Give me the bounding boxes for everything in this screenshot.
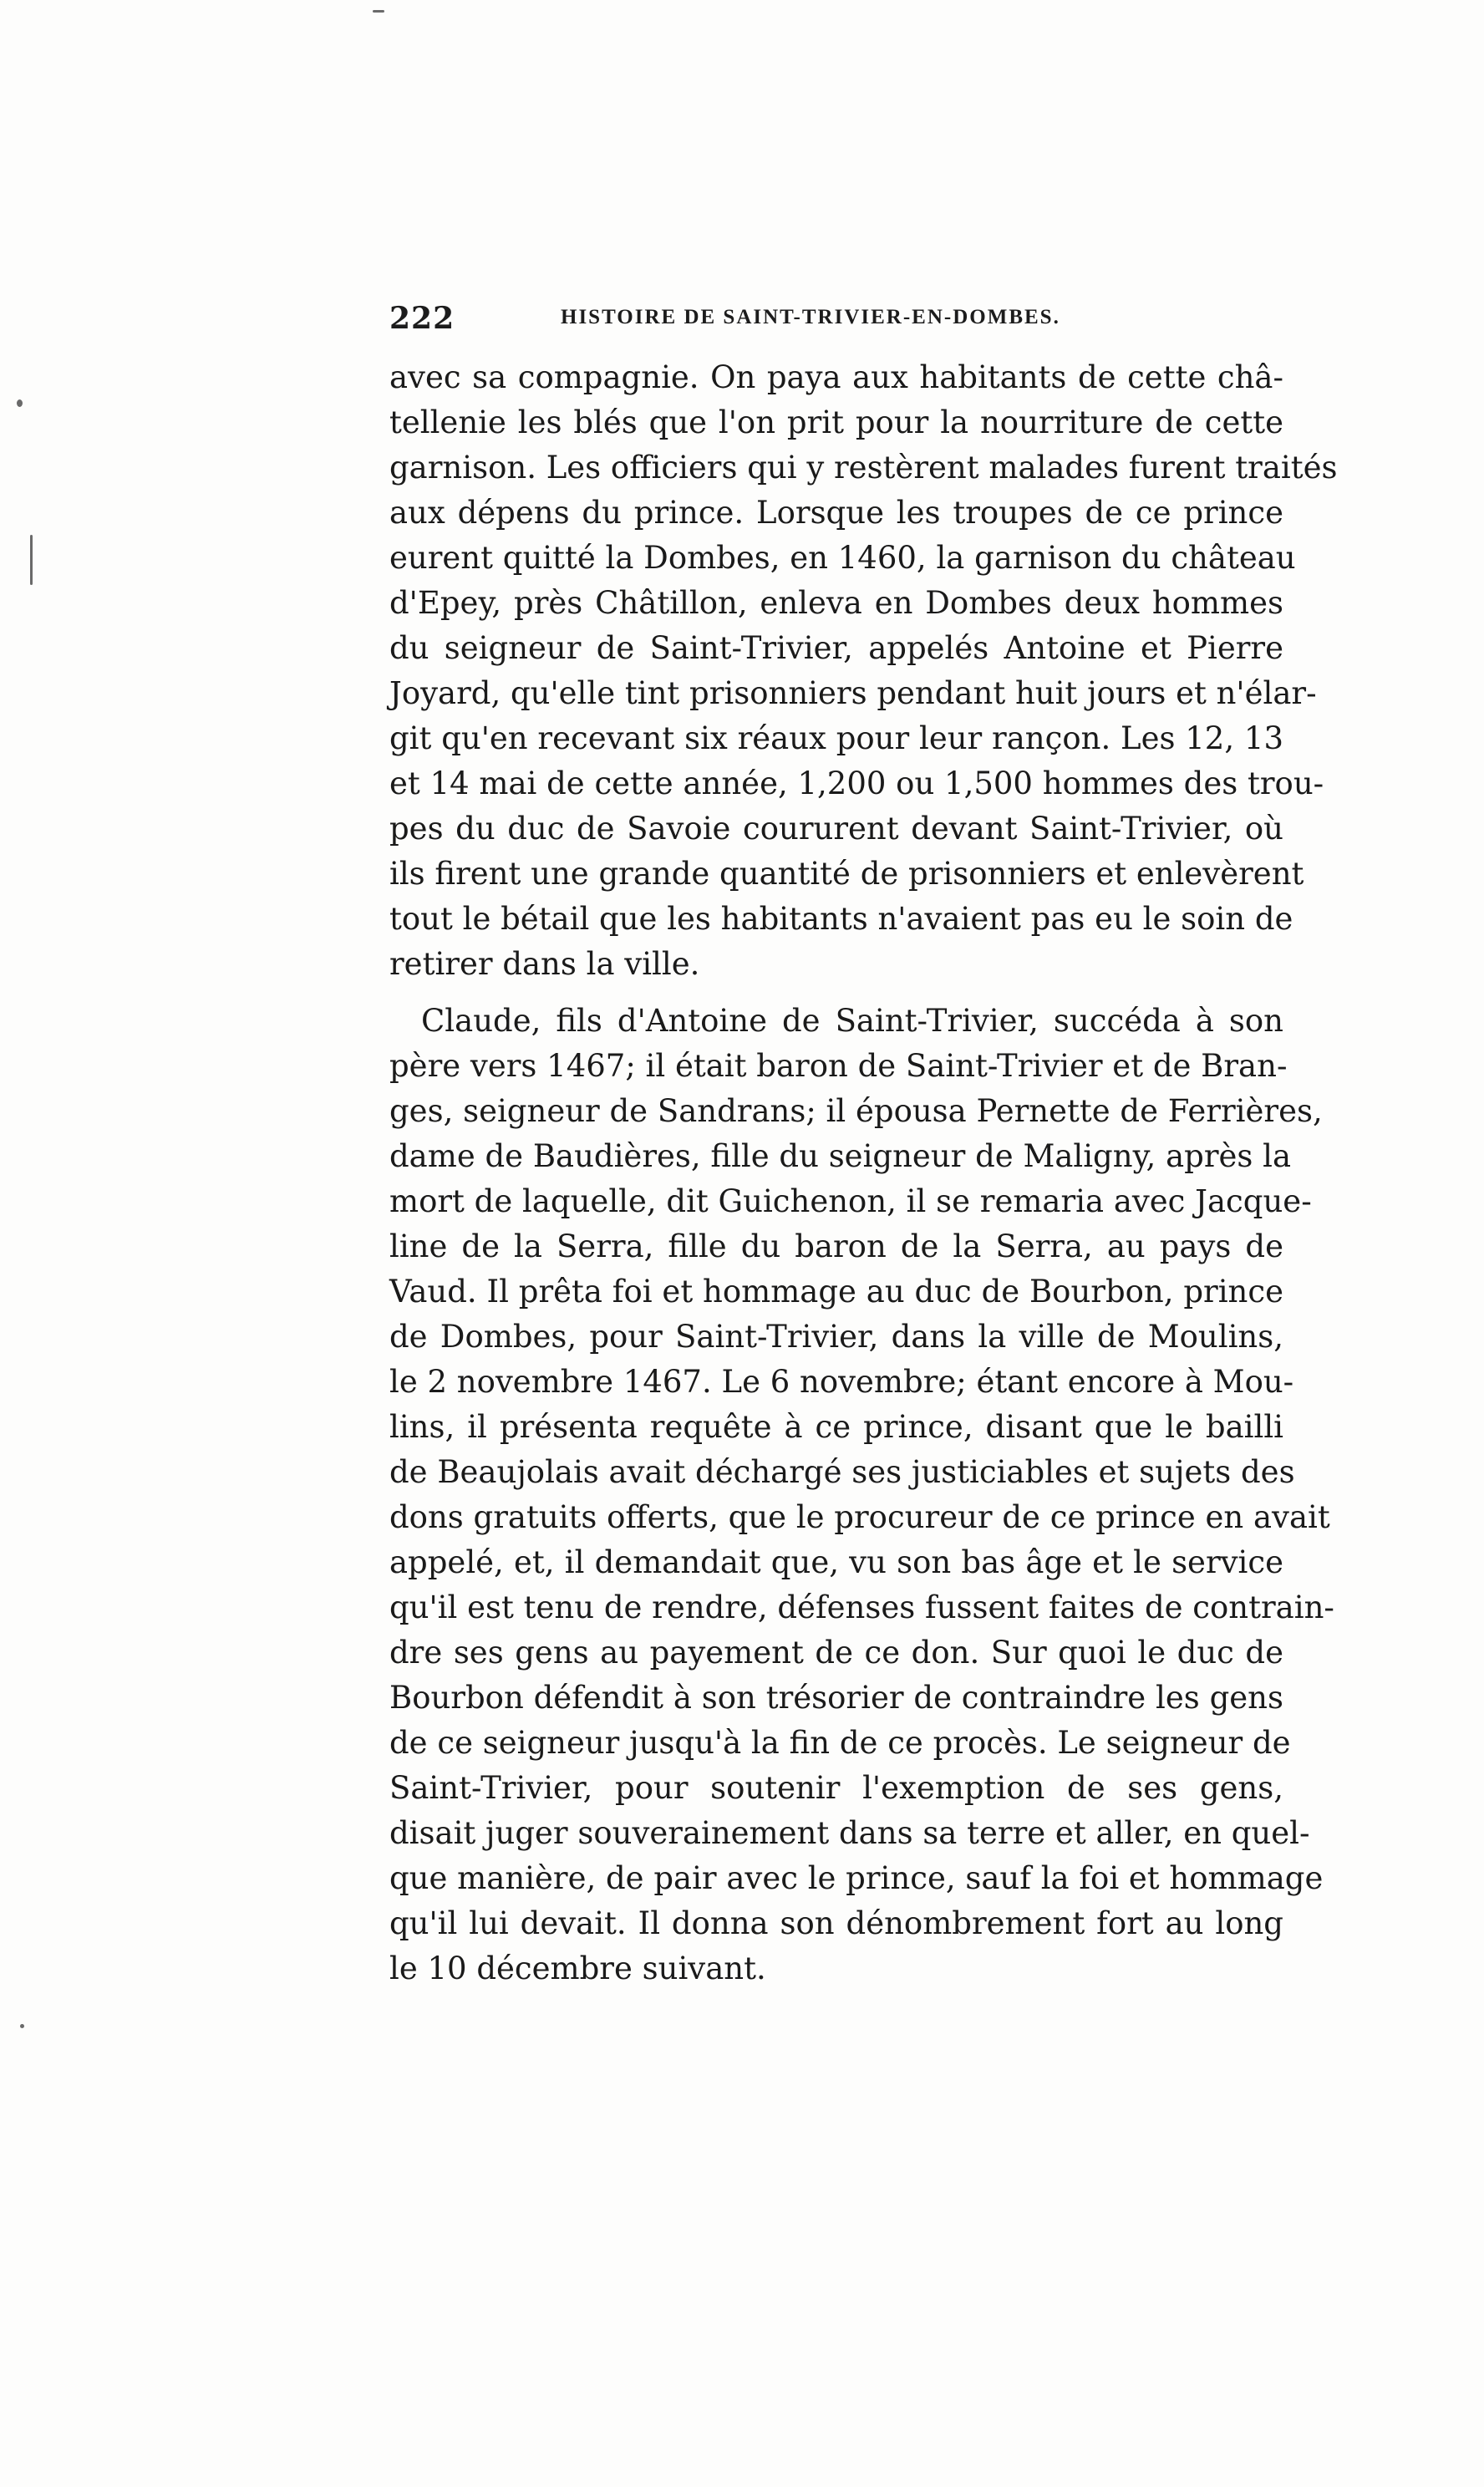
running-title: HISTOIRE DE SAINT-TRIVIER-EN-DOMBES. — [561, 306, 1060, 328]
text-line: le 2 novembre 1467. Le 6 novembre; étant encore à Mou- — [389, 1364, 1294, 1400]
text-line: aux dépens du prince. Lorsque les troupes de ce prince — [389, 495, 1283, 531]
text-line: ges, seigneur de Sandrans; il épousa Pernette de Ferrières, — [389, 1093, 1323, 1129]
text-line: ils firent une grande quantité de prisonniers et enlevèrent — [389, 856, 1304, 892]
text-line: dons gratuits offerts, que le procureur de ce prince en avait — [389, 1499, 1330, 1535]
text-line: que manière, de pair avec le prince, sauf la foi et hommage — [389, 1860, 1324, 1896]
text-line: Joyard, qu'elle tint prisonniers pendant huit jours et n'élar- — [389, 675, 1317, 711]
paragraph — [389, 999, 1334, 1991]
text-line: pes du duc de Savoie coururent devant Saint-Trivier, où — [389, 811, 1283, 847]
page-header — [389, 301, 1292, 343]
text-line: tout le bétail que les habitants n'avaient pas eu le soin de — [389, 901, 1293, 937]
text-line: de Dombes, pour Saint-Trivier, dans la ville de Moulins, — [389, 1319, 1283, 1355]
text-line: avec sa compagnie. On paya aux habitants de cette châ- — [389, 359, 1283, 395]
text-line: lins, il présenta requête à ce prince, disant que le bailli — [389, 1409, 1283, 1445]
text-line: Saint-Trivier, pour soutenir l'exemption de ses gens, — [389, 1770, 1283, 1806]
scan-speck — [30, 535, 33, 585]
body-text — [389, 355, 1338, 1991]
text-line: qu'il lui devait. Il donna son dénombrement fort au long — [389, 1905, 1283, 1941]
paragraph-gap — [389, 987, 1283, 999]
scan-speck — [373, 10, 384, 13]
text-line: retirer dans la ville. — [389, 946, 700, 982]
text-line: git qu'en recevant six réaux pour leur rançon. Les 12, 13 — [389, 720, 1283, 756]
text-line: père vers 1467; il était baron de Saint-Trivier et de Bran- — [389, 1048, 1288, 1084]
text-line: dre ses gens au payement de ce don. Sur quoi le duc de — [389, 1635, 1283, 1671]
text-line: mort de laquelle, dit Guichenon, il se remaria avec Jacque- — [389, 1183, 1312, 1219]
text-line: Bourbon défendit à son trésorier de contraindre les gens — [389, 1680, 1283, 1716]
text-line: du seigneur de Saint-Trivier, appelés Antoine et Pierre — [389, 630, 1283, 666]
text-line: Claude, fils d'Antoine de Saint-Trivier, succéda à son — [421, 1003, 1283, 1039]
text-line: tellenie les blés que l'on prit pour la nourriture de cette — [389, 404, 1283, 440]
text-line: le 10 décembre suivant. — [389, 1950, 766, 1986]
text-line: Vaud. Il prêta foi et hommage au duc de Bourbon, prince — [389, 1274, 1283, 1310]
text-line: d'Epey, près Châtillon, enleva en Dombes deux hommes — [389, 585, 1283, 621]
text-line: et 14 mai de cette année, 1,200 ou 1,500 hommes des trou- — [389, 765, 1324, 801]
text-line: de ce seigneur jusqu'à la fin de ce procès. Le seigneur de — [389, 1725, 1291, 1761]
text-line: garnison. Les officiers qui y restèrent malades furent traités — [389, 450, 1338, 486]
text-line: de Beaujolais avait déchargé ses justiciables et sujets des — [389, 1454, 1295, 1490]
scan-speck — [17, 399, 23, 407]
paragraph — [389, 355, 1338, 987]
text-line: qu'il est tenu de rendre, défenses fussent faites de contrain- — [389, 1589, 1334, 1625]
text-line: dame de Baudières, fille du seigneur de Maligny, après la — [389, 1138, 1292, 1174]
page-number: 222 — [389, 301, 455, 336]
text-line: appelé, et, il demandait que, vu son bas âge et le service — [389, 1544, 1283, 1580]
scan-speck — [20, 2024, 24, 2028]
text-line: disait juger souverainement dans sa terre et aller, en quel- — [389, 1815, 1310, 1851]
text-line: eurent quitté la Dombes, en 1460, la garnison du château — [389, 540, 1296, 576]
text-line: line de la Serra, fille du baron de la Serra, au pays de — [389, 1228, 1283, 1264]
